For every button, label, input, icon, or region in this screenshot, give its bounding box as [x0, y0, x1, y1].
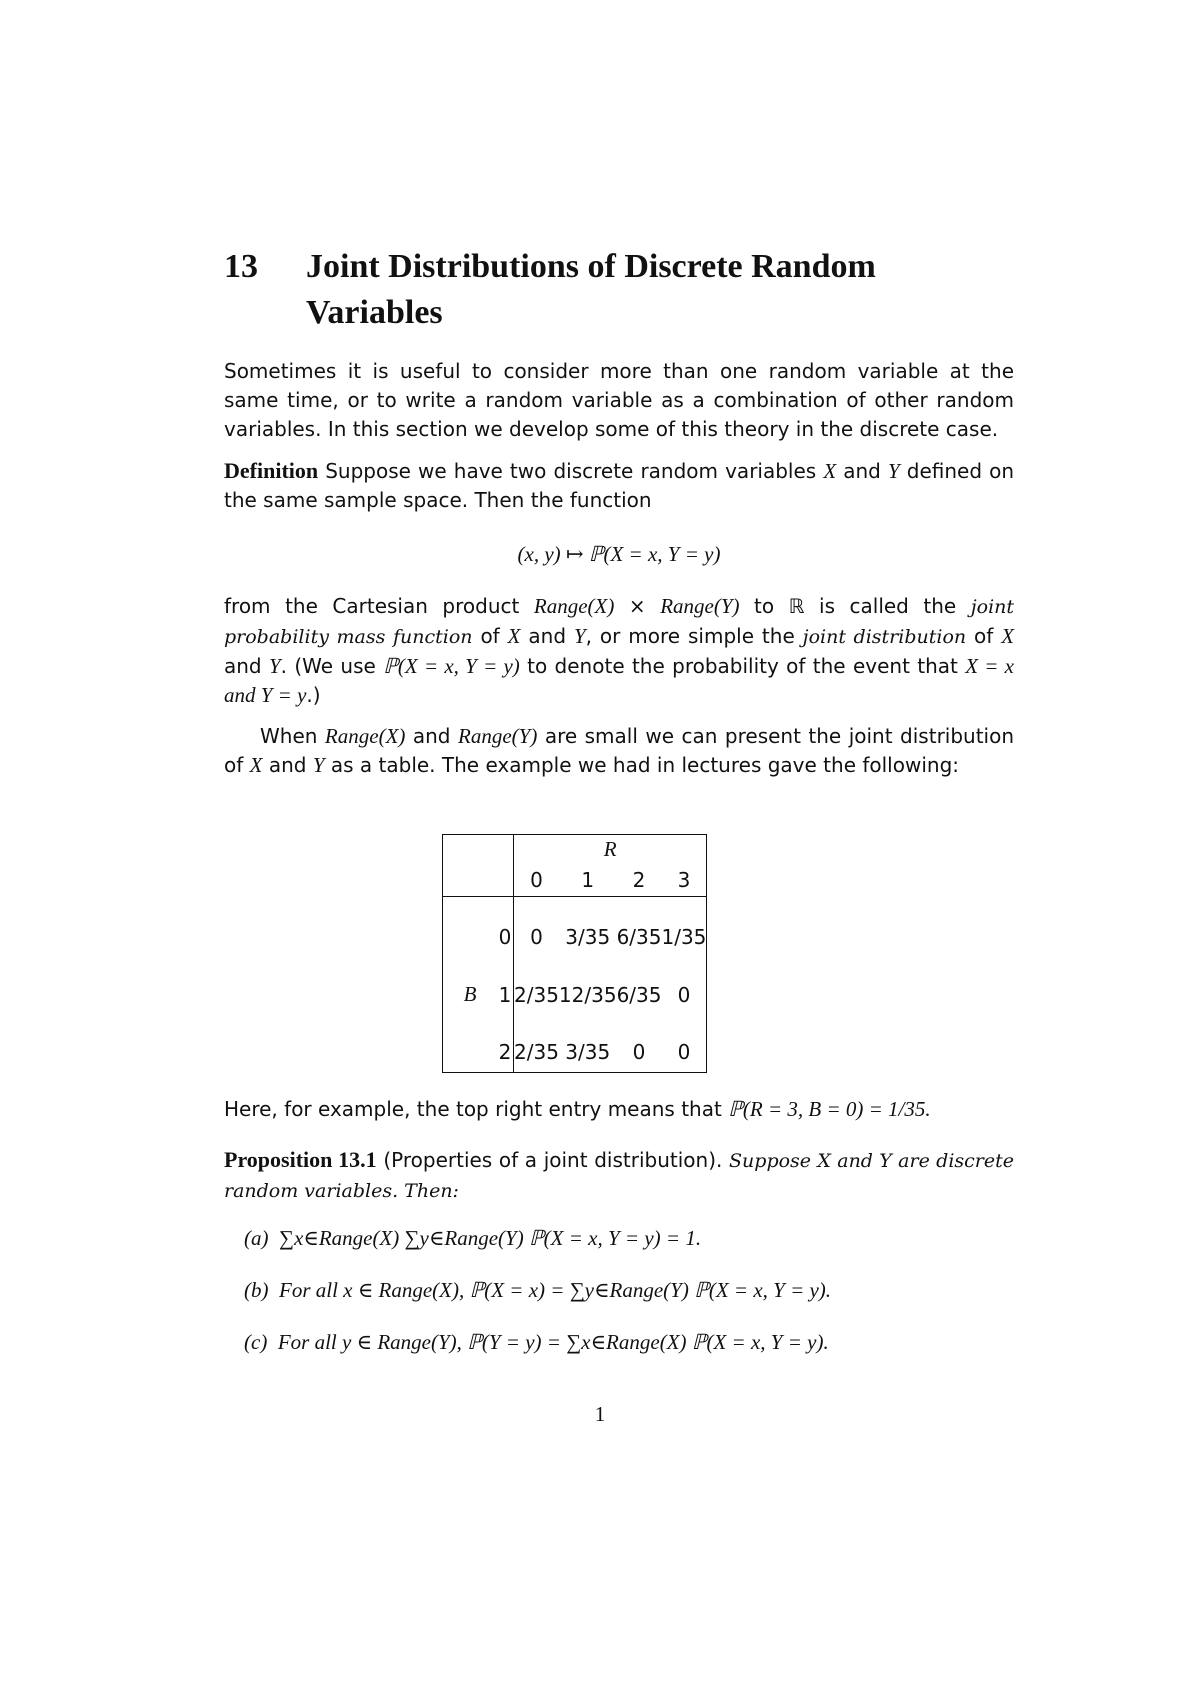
- row-header: 2: [498, 1040, 512, 1065]
- table-cell: 2/35: [514, 975, 559, 1015]
- definition-text: of: [480, 624, 500, 648]
- intro-word: When: [260, 724, 318, 748]
- item-text: ∑x∈Range(X) ∑y∈Range(Y) ℙ(X = x, Y = y) = 1.: [279, 1226, 702, 1250]
- section-title: Joint Distributions of Discrete Random Variables: [306, 248, 876, 331]
- function-display: (x, y) ↦ ℙ(X = x, Y = y): [517, 542, 721, 566]
- example-text: Here, for example, the top right entry means that: [224, 1097, 722, 1121]
- times-symbol: ×: [628, 594, 646, 618]
- row-variable-label: B: [463, 982, 477, 1006]
- definition-text: , or more simple the: [585, 624, 795, 648]
- table-cell: 0: [514, 917, 559, 957]
- table-cell: 3/35: [565, 1040, 611, 1065]
- item-tag: (b): [244, 1278, 269, 1302]
- table-row: [443, 1033, 707, 1073]
- definition-label: Definition: [224, 458, 319, 483]
- definition-text: from the Cartesian product: [224, 594, 520, 618]
- example-note: [224, 1095, 1014, 1124]
- var-y: Y: [312, 753, 325, 777]
- table-intro-paragraph: [224, 722, 1014, 780]
- range-x: Range(X): [324, 724, 406, 748]
- col-header: 2: [617, 865, 662, 897]
- table-cell: 0: [677, 1040, 691, 1065]
- var-y: Y: [887, 459, 900, 483]
- row-header: 0: [498, 924, 512, 949]
- table-cell: 6/35: [616, 982, 662, 1007]
- intro-text: as a table. The example we had in lectures gave the following:: [330, 753, 959, 777]
- page-number: 1: [594, 1402, 606, 1426]
- var-x: X: [507, 624, 521, 648]
- definition-text: to ℝ is called the: [754, 594, 957, 618]
- definition-continuation: [224, 592, 1014, 710]
- joint-distribution-table: [442, 834, 707, 1073]
- event-expression: X = x and Y = y: [224, 654, 1015, 707]
- section-number: 13: [224, 248, 258, 285]
- var-x: X: [1001, 624, 1015, 648]
- item-tag: (a): [244, 1226, 269, 1250]
- intro-text: are small we can present the joint distribution of: [224, 724, 1015, 777]
- table-row: [443, 917, 707, 957]
- var-x: X: [249, 753, 263, 777]
- definition-text: defined on the same sample space. Then the function: [224, 459, 1015, 512]
- item-text: For all x ∈ Range(X), ℙ(X = x) = ∑y∈Range(Y) ℙ(X = x, Y = y).: [279, 1278, 832, 1302]
- proposition-item-c: [244, 1327, 829, 1357]
- var-y: Y: [268, 654, 281, 678]
- col-header: 1: [559, 865, 617, 897]
- table-cell: 1/35: [661, 924, 707, 949]
- definition-text: to denote the probability of the event that: [527, 654, 958, 678]
- word-and: and: [412, 724, 451, 748]
- range-x: Range(X): [533, 594, 615, 618]
- table-cell: 0: [677, 982, 691, 1007]
- proposition-title: (Properties of a joint distribution).: [383, 1148, 723, 1172]
- table-row: [443, 975, 707, 1015]
- table-cell: 6/35: [616, 924, 662, 949]
- proposition-statement: Suppose X and Y are discrete random variables. Then:: [224, 1150, 1015, 1202]
- term-joint-distribution: joint distribution: [802, 626, 967, 648]
- col-header: 0: [514, 865, 559, 897]
- proposition-paragraph: [224, 1145, 1014, 1206]
- var-x: X: [823, 459, 837, 483]
- word-and: and: [224, 654, 262, 678]
- range-y: Range(Y): [660, 594, 740, 618]
- prob-expression: ℙ(X = x, Y = y): [383, 654, 520, 678]
- proposition-item-a: [244, 1223, 701, 1253]
- term-joint-pmf: joint probability mass function: [224, 596, 1015, 648]
- word-and: and: [843, 459, 881, 483]
- table-cell: 3/35: [565, 924, 611, 949]
- word-and: and: [528, 624, 567, 648]
- proposition-item-b: [244, 1275, 831, 1305]
- range-y: Range(Y): [458, 724, 538, 748]
- intro-paragraph: Sometimes it is useful to consider more than one random variable at the same time, or to write a random variable as a combination of other random variables. In this section we develop some of this theory in the discrete case.: [224, 359, 1014, 441]
- table-cell: 0: [632, 1040, 646, 1065]
- item-tag: (c): [244, 1330, 268, 1354]
- col-header: 3: [661, 865, 706, 897]
- definition-paragraph: [224, 456, 1014, 515]
- example-expression: ℙ(R = 3, B = 0) = 1/35.: [728, 1097, 931, 1121]
- definition-text: . (We use: [280, 654, 376, 678]
- definition-text: .): [306, 683, 321, 707]
- definition-text: Suppose we have two discrete random variables: [325, 459, 817, 483]
- definition-text: of: [974, 624, 994, 648]
- table-cell: 2/35: [514, 1033, 559, 1073]
- row-header: 1: [498, 982, 512, 1007]
- item-text: For all y ∈ Range(Y), ℙ(Y = y) = ∑x∈Range(X) ℙ(X = x, Y = y).: [277, 1330, 829, 1354]
- proposition-label: Proposition 13.1: [224, 1147, 377, 1172]
- table-cell: 12/35: [558, 982, 617, 1007]
- var-y: Y: [573, 624, 586, 648]
- col-variable-label: R: [514, 835, 707, 865]
- word-and: and: [268, 753, 307, 777]
